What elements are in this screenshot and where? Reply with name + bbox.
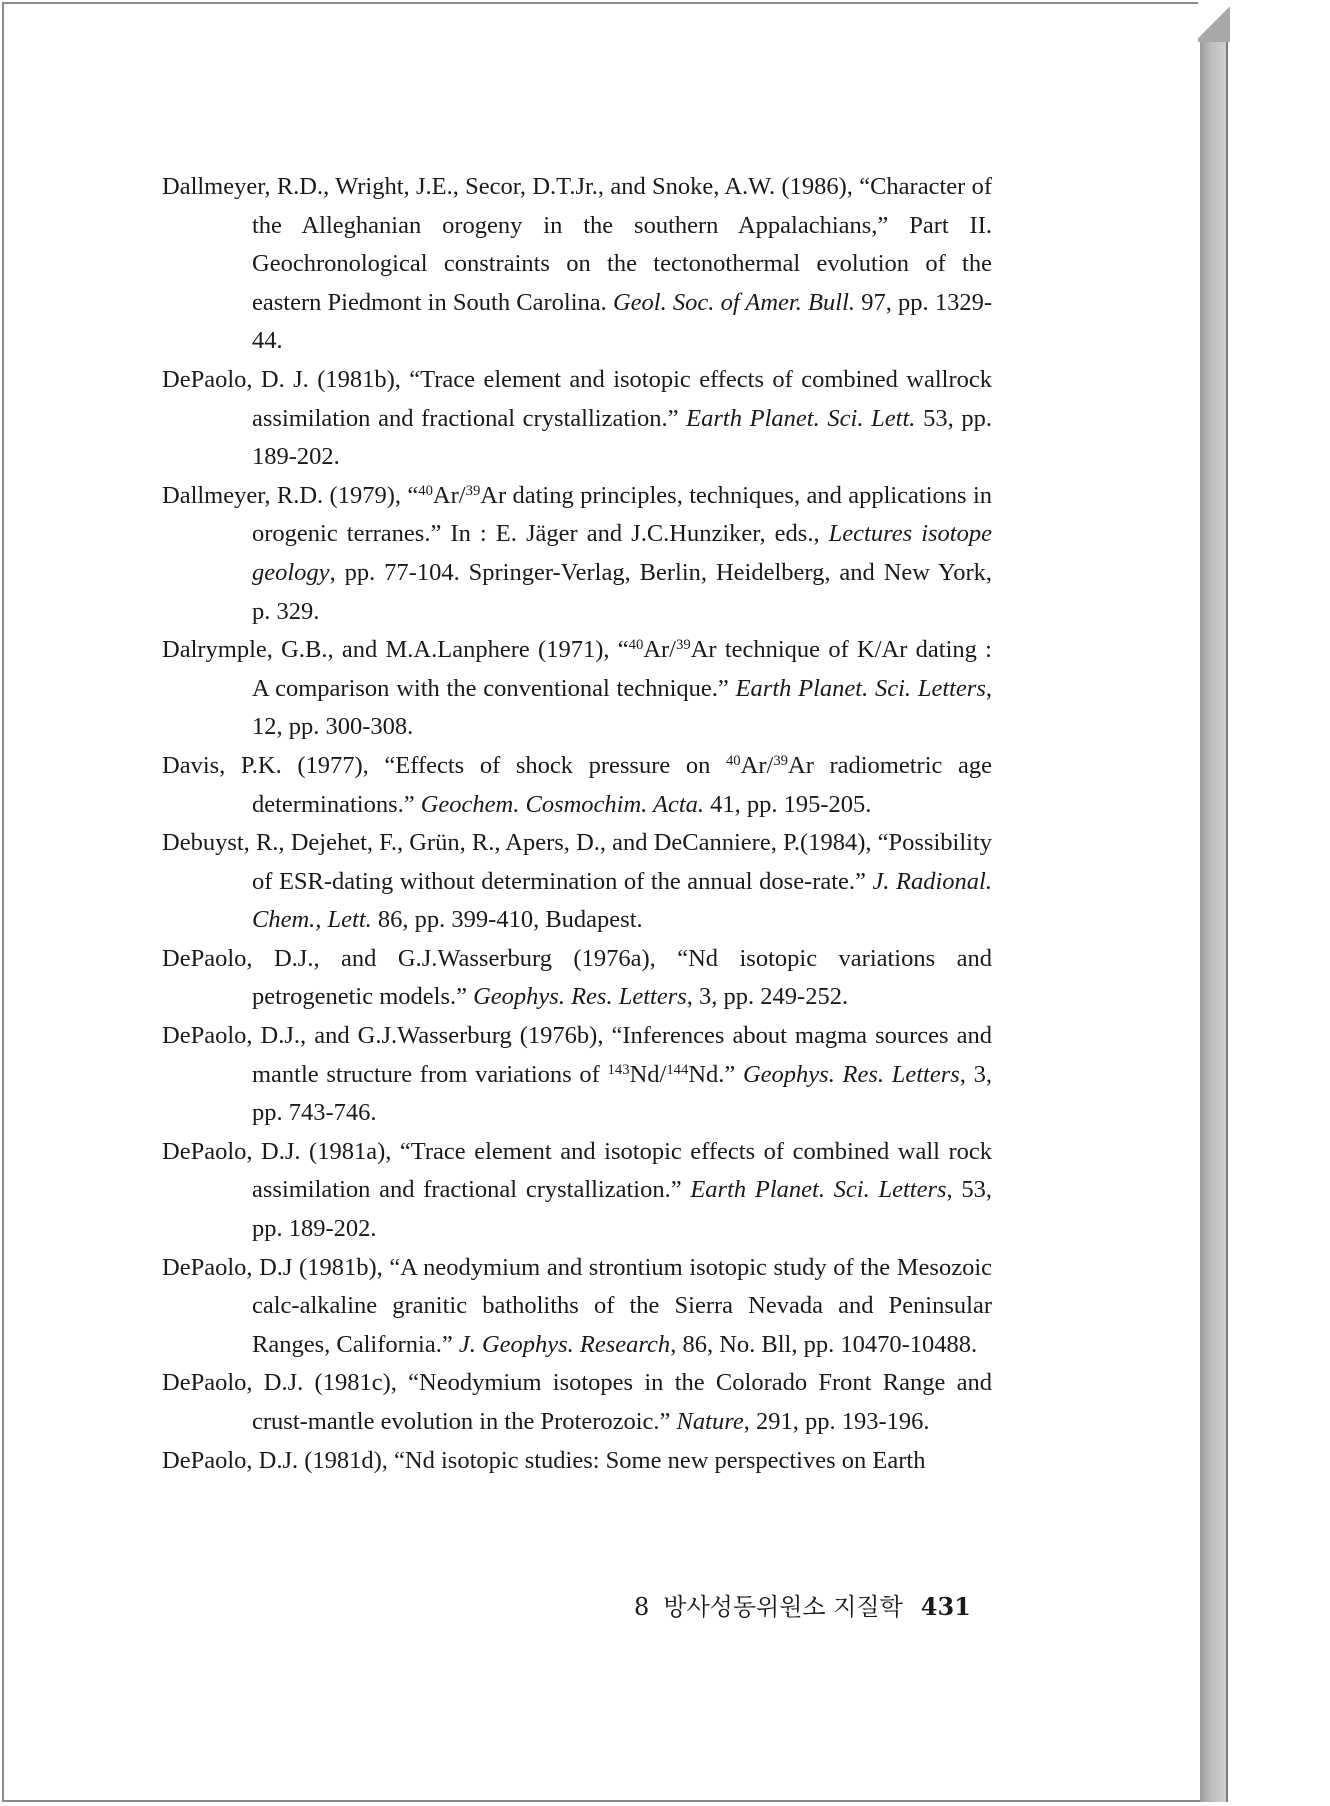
reference-list: [162, 168, 992, 1480]
reference-text: 53, pp. 189-202.: [252, 404, 993, 471]
superscript-isotope: 40: [725, 752, 741, 769]
superscript-isotope: 39: [676, 637, 691, 654]
reference-text: , 3, pp. 249-252.: [686, 983, 849, 1011]
reference-text: DePaolo, D.J. (1981c), “Neodymium isotopes in the Colorado Front Range and crust-mantle evolution in the Proterozoic.”: [162, 1369, 992, 1435]
reference-text: DePaolo, D.J., and G.J.Wasserburg (1976b), “Inferences about magma sources and mantle structure from variations of: [162, 1022, 992, 1088]
reference-text: Ar/: [740, 751, 774, 779]
reference-entry: [162, 1249, 992, 1365]
reference-entry: [162, 631, 992, 747]
reference-entry: [162, 168, 992, 361]
journal-title: Geophys. Res. Letters: [742, 1060, 960, 1088]
journal-title: Geochem. Cosmochim. Acta.: [420, 790, 705, 818]
reference-text: Debuyst, R., Dejehet, F., Grün, R., Apers, D., and DeCanniere, P.(1984), “Possibility of ESR-dating without determination of the annual dose-rate.”: [162, 829, 992, 895]
reference-text: DePaolo, D. J. (1981b), “Trace element and isotopic effects of combined wallrock assimilation and fractional crystallization.”: [162, 365, 992, 432]
reference-text: Dallmeyer, R.D. (1979), “: [162, 481, 419, 509]
reference-entry: [162, 1133, 992, 1249]
reference-text: Dallmeyer, R.D., Wright, J.E., Secor, D.T.Jr., and Snoke, A.W. (1986), “Character of the Alleghanian orogeny in the southern Appalachians,” Part II. Geochronological constraints on the tectonothermal evolution of the eastern Piedmont in South Carolina.: [162, 173, 992, 316]
page-footer: [634, 1587, 985, 1622]
superscript-isotope: 40: [418, 482, 433, 499]
chapter-number: 8: [634, 1593, 650, 1621]
reference-text: , pp. 77-104. Springer-Verlag, Berlin, Heidelberg, and New York, p. 329.: [252, 558, 992, 625]
superscript-isotope: 40: [628, 637, 644, 654]
reference-entry: [162, 1017, 992, 1133]
reference-entry: [162, 824, 992, 940]
journal-title: Nature: [676, 1408, 744, 1435]
reference-entry: [162, 1442, 992, 1481]
journal-title: Earth Planet. Sci. Letters: [735, 674, 986, 702]
page-edge: [1200, 4, 1228, 1802]
reference-text: , 86, No. Bll, pp. 10470-10488.: [670, 1330, 978, 1358]
journal-title: Earth Planet. Sci. Lett.: [686, 404, 916, 432]
reference-text: , 3, pp. 743-746.: [252, 1060, 992, 1127]
journal-title: J. Radional. Chem., Lett.: [252, 867, 992, 934]
reference-text: Ar radiometric age determinations.”: [252, 751, 992, 818]
reference-text: Ar technique of K/Ar dating : A comparison with the conventional technique.”: [252, 636, 992, 702]
reference-text: DePaolo, D.J (1981b), “A neodymium and strontium isotopic study of the Mesozoic calc-alkaline granitic batholiths of the Sierra Nevada and Peninsular Ranges, California.”: [162, 1253, 992, 1358]
reference-entry: [162, 477, 992, 631]
reference-text: Davis, P.K. (1977), “Effects of shock pressure on: [162, 751, 726, 779]
superscript-isotope: 143: [607, 1061, 630, 1078]
chapter-title: 방사성동위원소 지질학: [663, 1593, 903, 1621]
reference-text: 97, pp. 1329-44.: [252, 288, 992, 355]
reference-text: Nd.”: [688, 1060, 743, 1088]
reference-text: , 12, pp. 300-308.: [252, 674, 993, 741]
journal-title: Earth Planet. Sci. Letters: [690, 1176, 947, 1204]
reference-text: Ar/: [432, 481, 466, 509]
reference-text: DePaolo, D.J. (1981d), “Nd isotopic studies: Some new perspectives on Earth: [162, 1446, 926, 1474]
reference-text: Ar dating principles, techniques, and applications in orogenic terranes.” In : E. Jäger and J.C.Hunziker, eds.,: [252, 481, 992, 548]
reference-entry: [162, 1364, 992, 1441]
reference-entry: [162, 940, 992, 1017]
journal-title: Lectures isotope geology: [252, 520, 992, 586]
reference-text: Dalrymple, G.B., and M.A.Lanphere (1971), “: [162, 636, 629, 664]
reference-text: , 291, pp. 193-196.: [743, 1408, 930, 1435]
page-number: 431: [920, 1592, 971, 1621]
superscript-isotope: 39: [465, 482, 481, 499]
superscript-isotope: 144: [666, 1061, 689, 1078]
reference-text: DePaolo, D.J., and G.J.Wasserburg (1976a), “Nd isotopic variations and petrogenetic models.”: [162, 944, 992, 1011]
reference-entry: [162, 361, 992, 477]
journal-title: Geol. Soc. of Amer. Bull.: [612, 288, 856, 316]
journal-title: Geophys. Res. Letters: [473, 983, 687, 1011]
reference-entry: [162, 747, 992, 824]
reference-text: 86, pp. 399-410, Budapest.: [371, 906, 643, 934]
reference-text: 41, pp. 195-205.: [704, 790, 872, 818]
reference-text: Nd/: [629, 1060, 667, 1088]
reference-text: , 53, pp. 189-202.: [252, 1176, 993, 1243]
journal-title: J. Geophys. Research: [458, 1330, 671, 1358]
superscript-isotope: 39: [773, 752, 788, 769]
reference-text: Ar/: [643, 636, 676, 664]
reference-text: DePaolo, D.J. (1981a), “Trace element and isotopic effects of combined wall rock assimilation and fractional crystallization.”: [162, 1137, 992, 1204]
page-corner: [1198, 2, 1230, 42]
